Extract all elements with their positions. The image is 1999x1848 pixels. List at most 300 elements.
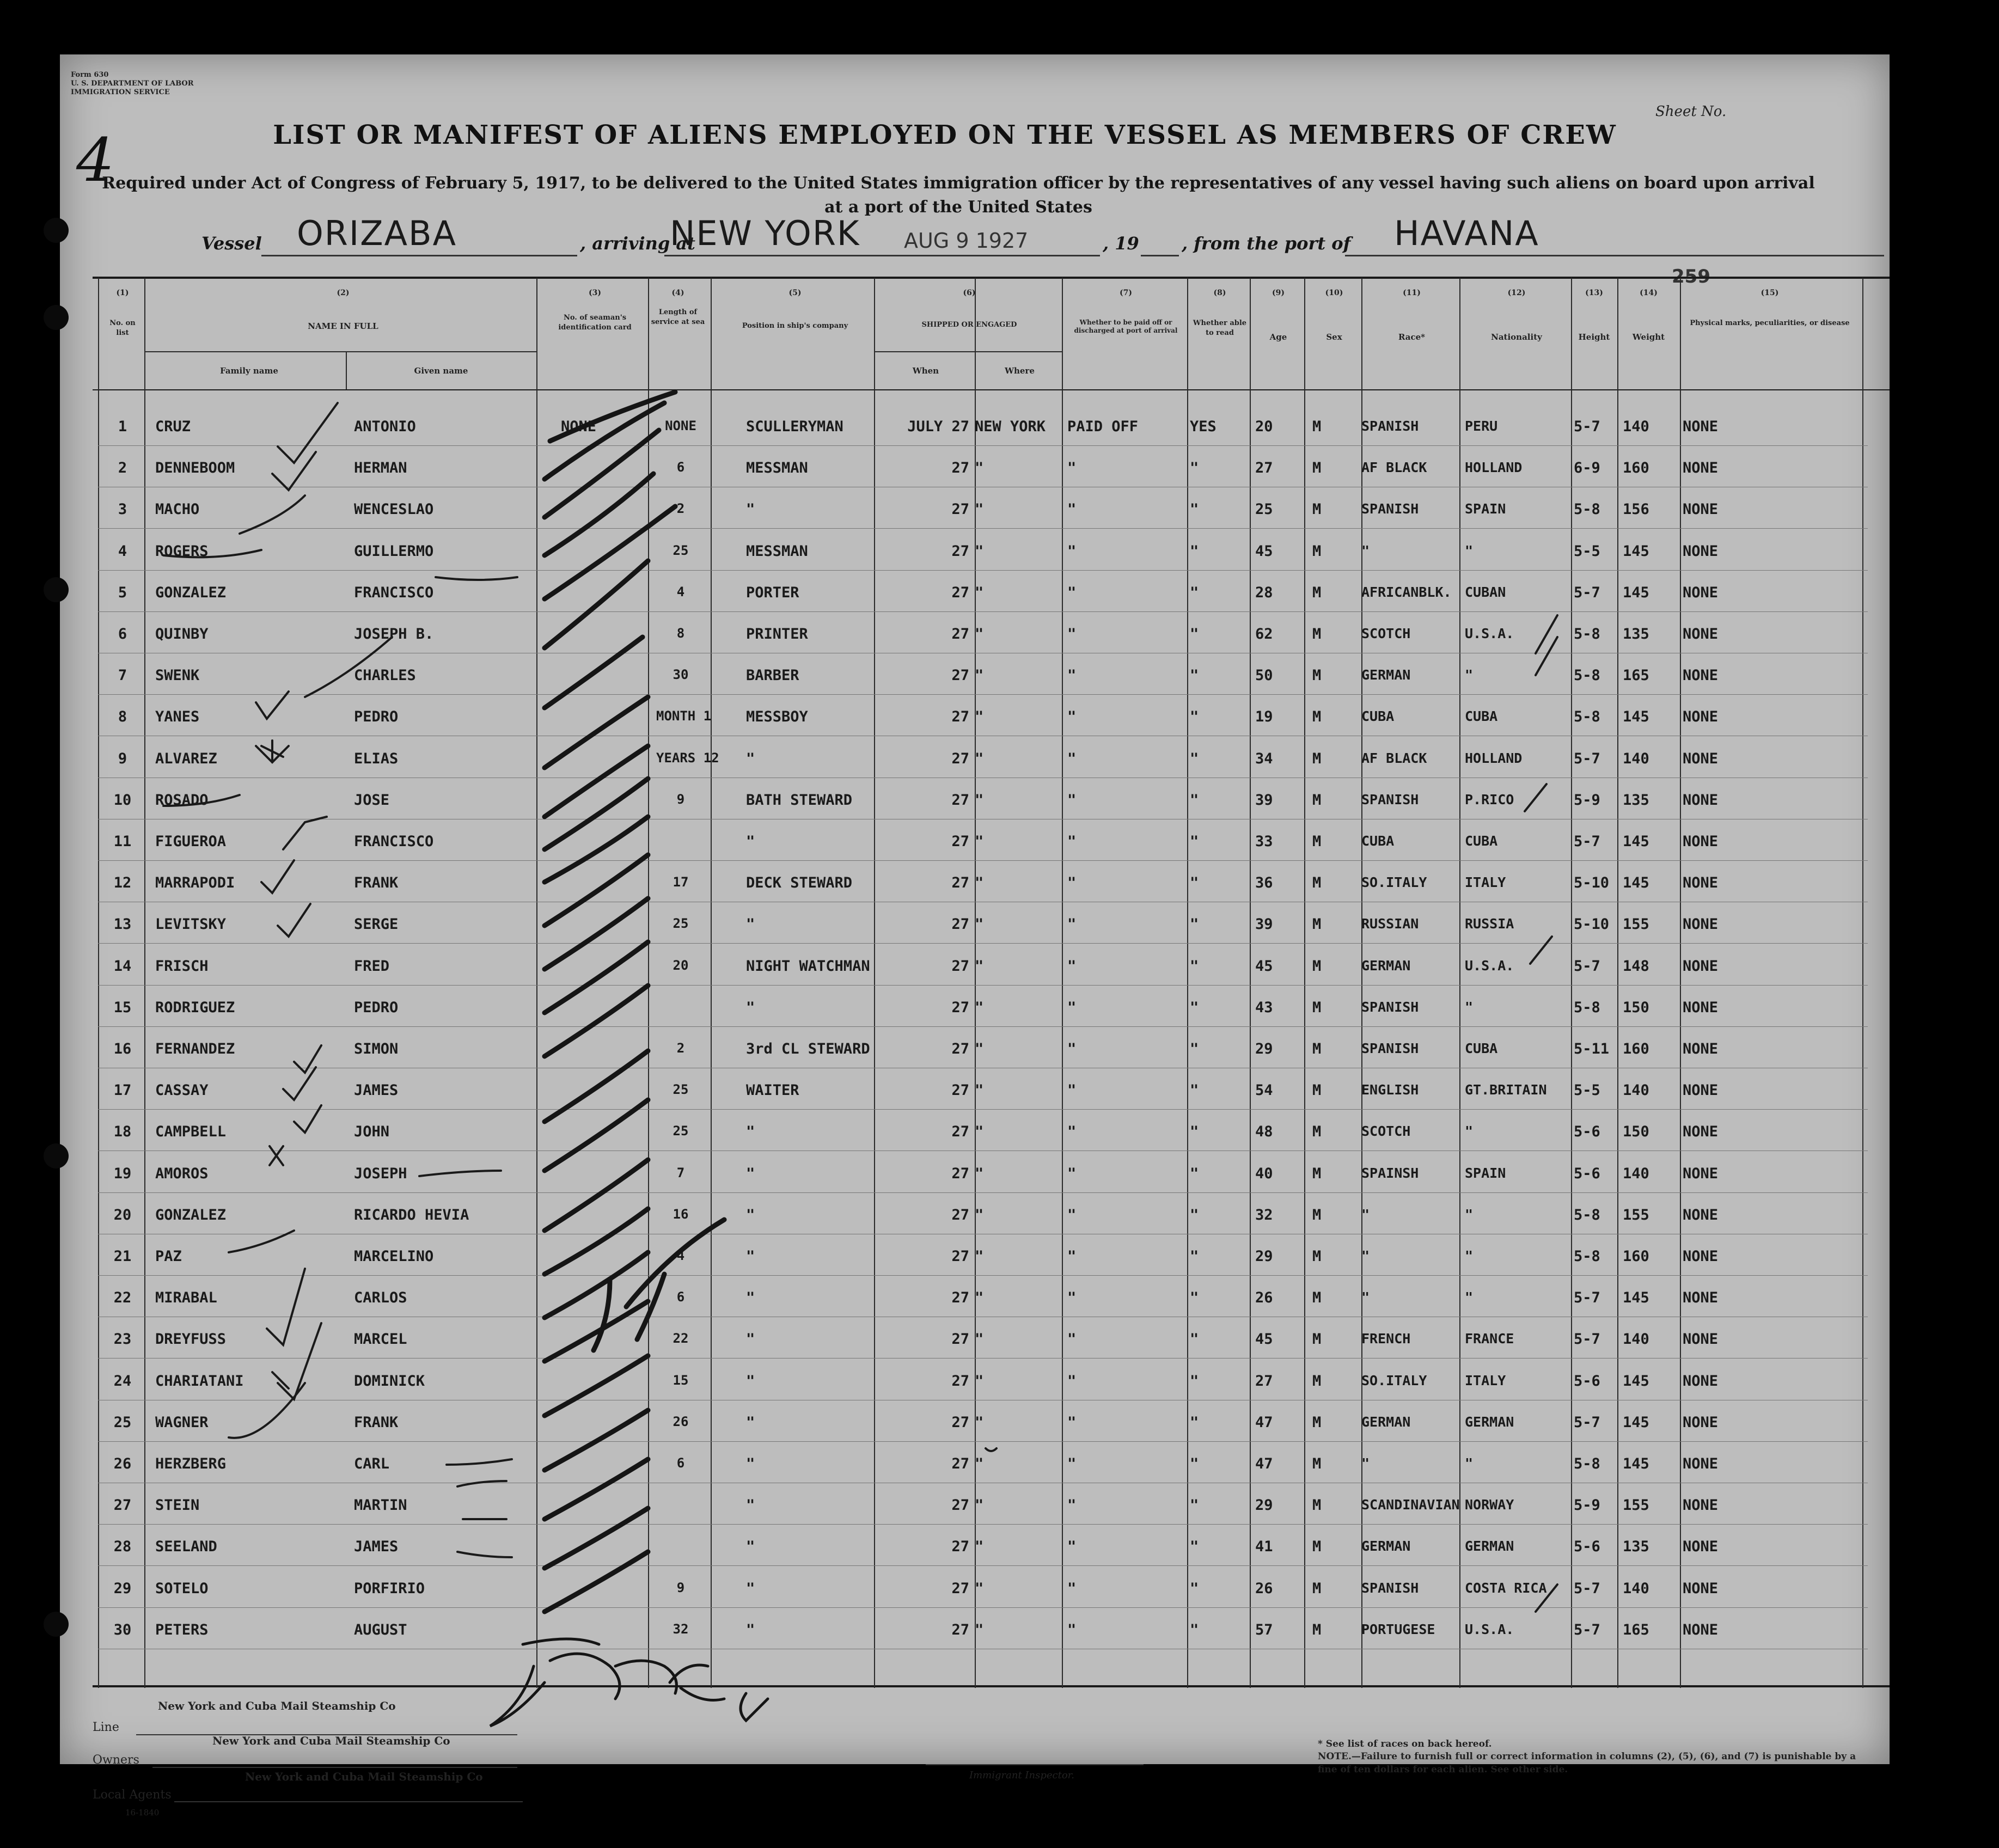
age: 54 [1255,1082,1273,1099]
family-name: FRISCH [155,957,209,975]
given-name: PEDRO [354,708,399,726]
engaged-when: 27 [951,1580,969,1597]
given-name: ELIAS [354,750,399,767]
height: 5-7 [1574,1621,1600,1638]
engaged-when: 27 [951,708,969,726]
engaged-when: 27 [951,584,969,601]
age: 39 [1255,791,1273,809]
family-name: FIGUEROA [155,833,227,850]
able-to-read: " [1190,833,1199,850]
engaged-when: 27 [951,999,969,1016]
height: 5-11 [1574,1041,1610,1057]
weight: 165 [1623,1621,1649,1638]
given-name: JOSEPH B. [354,626,434,642]
engaged-where: " [975,1621,984,1638]
service-length: 4 [676,1248,685,1263]
race: SPANISH [1361,501,1419,517]
able-to-read: " [1190,1331,1199,1348]
engaged-when: 27 [951,626,969,642]
age: 29 [1255,1497,1273,1514]
vessel-label: Vessel [201,233,262,254]
service-length: 25 [673,542,689,558]
ship-position: " [746,1289,755,1307]
age: 45 [1255,542,1273,560]
age: 19 [1255,708,1273,726]
service-name: IMMIGRATION SERVICE [71,88,170,96]
height: 5-7 [1574,1580,1600,1597]
engaged-when: 27 [951,1538,969,1556]
engaged-where: " [975,584,984,601]
card-column-strokes [545,392,724,1612]
row-number: 27 [113,1497,132,1514]
paid-off-status: " [1067,626,1077,642]
engaged-where: " [975,1165,984,1182]
height: 5-5 [1574,1082,1600,1099]
engaged-when: 27 [951,1497,969,1514]
col-10-header: Sex [1326,332,1342,342]
able-to-read: " [1190,1621,1199,1638]
height: 5-8 [1574,667,1600,684]
given-name: JOSEPH [354,1165,407,1182]
service-length: 32 [673,1621,689,1637]
service-length: 2 [676,1041,685,1056]
engaged-when: 27 [951,1248,969,1265]
sheet-number-label: Sheet No. [1655,103,1727,120]
ship-position: NIGHT WATCHMAN [746,957,870,975]
weight: 145 [1623,584,1649,601]
engaged-when: 27 [951,1041,969,1057]
engaged-where: " [975,874,984,892]
service-length: 9 [676,791,685,807]
able-to-read: YES [1190,418,1216,435]
paid-off-status: " [1067,750,1077,767]
service-length: 6 [676,1289,685,1305]
able-to-read: " [1190,1372,1199,1390]
nationality: CUBAN [1465,584,1506,600]
physical-marks: NONE [1683,1248,1719,1265]
age: 27 [1255,460,1273,477]
physical-marks: NONE [1683,833,1719,850]
col-2-number: (2) [337,289,350,297]
ship-position: " [746,1413,755,1431]
paid-off-status: " [1067,708,1077,726]
col-13-number: (13) [1585,289,1603,297]
nationality: " [1465,1289,1474,1306]
able-to-read: " [1190,1538,1199,1556]
service-length: NONE [665,418,696,433]
given-name: PORFIRIO [354,1580,425,1597]
row-number: 4 [118,542,127,560]
row-number: 19 [113,1165,132,1182]
race: RUSSIAN [1361,916,1419,932]
form-number: Form 630 [71,71,109,79]
given-name: FRANCISCO [354,833,434,850]
service-length: 22 [673,1331,689,1347]
paid-off-status: " [1067,542,1077,560]
height: 5-6 [1574,1123,1600,1141]
height: 5-8 [1574,501,1600,518]
sex: M [1312,1082,1322,1099]
row-number: 16 [113,1041,132,1057]
sex: M [1312,1621,1322,1638]
height: 5-7 [1574,1289,1600,1307]
engaged-where: " [975,1538,984,1556]
family-name: CASSAY [155,1082,209,1099]
year-label: , 19 [1103,233,1139,254]
age: 47 [1255,1455,1273,1472]
weight: 155 [1623,916,1649,933]
row-number: 14 [113,957,132,975]
given-name: JOSE [354,791,390,809]
ship-position: " [746,1497,755,1514]
given-name: AUGUST [354,1621,407,1638]
engaged-where: " [975,916,984,933]
able-to-read: " [1190,916,1199,933]
ship-position: SCULLERYMAN [746,418,843,435]
service-length: 20 [673,957,689,973]
row-number: 30 [113,1621,132,1638]
col-6-number: (6) [963,289,976,297]
nationality: U.S.A. [1465,626,1514,641]
row-number: 22 [113,1289,132,1307]
ship-position: " [746,1538,755,1556]
paid-off-status: " [1067,1206,1077,1223]
engaged-where: " [975,626,984,642]
row-number: 9 [118,750,127,767]
col-5-header: Position in ship's company [742,322,848,330]
service-length: 25 [673,1082,689,1098]
physical-marks: NONE [1683,1621,1719,1638]
family-name: SEELAND [155,1538,217,1556]
physical-marks: NONE [1683,916,1719,933]
engaged-when: 27 [951,957,969,975]
able-to-read: " [1190,1413,1199,1431]
age: 45 [1255,957,1273,975]
nationality: " [1465,1206,1474,1222]
arriving-label: , arriving at [580,233,695,254]
engaged-when: 27 [951,1413,969,1431]
given-name: SERGE [354,916,399,933]
sex: M [1312,833,1322,850]
age: 47 [1255,1413,1273,1431]
height: 5-5 [1574,542,1600,560]
id-card: NONE [561,418,597,435]
race: AFRICANBLK. [1361,584,1452,600]
paid-off-status: " [1067,916,1077,933]
family-name: GONZALEZ [155,584,227,601]
age: 41 [1255,1538,1273,1556]
col-4-header: Length of service at sea [651,308,705,326]
able-to-read: " [1190,460,1199,477]
nationality: GT.BRITAIN [1465,1082,1547,1098]
height: 5-7 [1574,750,1600,767]
nationality: PERU [1465,418,1498,434]
family-name: HERZBERG [155,1455,227,1472]
weight: 140 [1623,1580,1649,1597]
owners-underline [152,1767,517,1768]
able-to-read: " [1190,1580,1199,1597]
weight: 145 [1623,1289,1649,1307]
engaged-when: 27 [951,1455,969,1472]
col-12-number: (12) [1507,289,1526,297]
age: 25 [1255,501,1273,518]
row-number: 28 [113,1538,132,1556]
sex: M [1312,1289,1322,1307]
height: 5-6 [1574,1538,1600,1556]
height: 5-9 [1574,791,1600,809]
sex: M [1312,501,1322,518]
sex: M [1312,542,1322,560]
ship-position: MESSBOY [746,708,808,726]
sex: M [1312,667,1322,684]
height: 5-10 [1574,916,1610,933]
physical-marks: NONE [1683,1331,1719,1348]
engaged-when: 27 [951,501,969,518]
col-11-header: Race* [1398,332,1426,342]
physical-marks: NONE [1683,1206,1719,1223]
engaged-where: " [975,1082,984,1099]
weight: 140 [1623,1165,1649,1182]
owners-label: Owners [93,1753,139,1767]
nationality: " [1465,542,1474,559]
weight: 135 [1623,1538,1649,1556]
family-name: WAGNER [155,1413,209,1431]
sex: M [1312,1413,1322,1431]
age: 29 [1255,1248,1273,1265]
weight: 155 [1623,1206,1649,1223]
race: GERMAN [1361,957,1411,974]
company-stamp-3: New York and Cuba Mail Steamship Co [245,1770,483,1783]
paid-off-status: " [1067,667,1077,684]
race: CUBA [1361,833,1395,849]
engaged-when: 27 [951,916,969,933]
physical-marks: NONE [1683,501,1719,518]
weight: 160 [1623,1248,1649,1265]
paid-off-status: " [1067,1621,1077,1638]
col-13-header: Height [1578,332,1610,342]
engaged-where: " [975,501,984,518]
engaged-when: 27 [951,1206,969,1223]
race: GERMAN [1361,1413,1411,1430]
row-number: 8 [118,708,127,726]
row-number: 15 [113,999,132,1016]
weight: 148 [1623,957,1649,975]
physical-marks: NONE [1683,1538,1719,1556]
col-7-number: (7) [1120,289,1132,297]
given-name: FRANCISCO [354,584,434,601]
inspector-underline [926,1764,1144,1765]
race: SCANDINAVIAN [1361,1497,1460,1513]
paid-off-status: " [1067,833,1077,850]
weight: 145 [1623,708,1649,726]
nationality: " [1465,667,1474,683]
height: 5-7 [1574,1413,1600,1431]
physical-marks: NONE [1683,1497,1719,1514]
age: 43 [1255,999,1273,1016]
sex: M [1312,460,1322,477]
weight: 140 [1623,1082,1649,1099]
nationality: HOLLAND [1465,460,1523,476]
ship-position: DECK STEWARD [746,874,853,892]
race: PORTUGESE [1361,1621,1435,1637]
arrival-port: NEW YORK [670,213,860,253]
where-header: Where [1005,366,1035,376]
given-name: MARCELINO [354,1248,434,1265]
service-length: 17 [673,874,689,890]
check-marks [163,403,1557,1612]
ship-position: " [746,999,755,1016]
engaged-when: 27 [951,1372,969,1390]
row-number: 2 [118,460,127,477]
given-name: FRANK [354,1413,399,1431]
weight: 165 [1623,667,1649,684]
family-name: PAZ [155,1248,182,1265]
race: AF BLACK [1361,460,1427,476]
col-1-header: No. on list [109,319,136,337]
race: SO.ITALY [1361,874,1427,891]
col-14-header: Weight [1632,332,1665,342]
height: 5-7 [1574,833,1600,850]
weight: 150 [1623,1123,1649,1141]
ship-position: " [746,1165,755,1182]
col-15-header: Physical marks, peculiarities, or disease [1690,319,1850,327]
engaged-where: " [975,791,984,809]
given-name: DOMINICK [354,1372,425,1390]
departure-port: HAVANA [1394,213,1539,253]
weight: 160 [1623,1041,1649,1057]
ship-position: " [746,1206,755,1223]
nationality: SPAIN [1465,1165,1506,1181]
sex: M [1312,418,1322,435]
service-length: 8 [676,626,685,641]
physical-marks: NONE [1683,418,1719,435]
race: SPANISH [1361,791,1419,807]
paid-off-status: " [1067,1580,1077,1597]
engaged-where: NEW YORK [975,418,1046,435]
physical-marks: NONE [1683,999,1719,1016]
race: " [1361,542,1370,559]
race: CUBA [1361,708,1395,725]
height: 5-8 [1574,626,1600,642]
col-10-number: (10) [1325,289,1343,297]
family-name: SOTELO [155,1580,209,1597]
engaged-where: " [975,1580,984,1597]
engaged-when: JULY 27 [907,418,969,435]
engaged-where: " [975,1041,984,1057]
row-number: 1 [118,418,127,435]
sex: M [1312,584,1322,601]
able-to-read: " [1190,791,1199,809]
able-to-read: " [1190,626,1199,642]
age: 28 [1255,584,1273,601]
inspector-signature [490,1639,768,1726]
age: 26 [1255,1580,1273,1597]
document-title: LIST OR MANIFEST OF ALIENS EMPLOYED ON THE VESSEL AS MEMBERS OF CREW [273,120,1617,150]
ship-position: PRINTER [746,626,808,642]
sex: M [1312,1248,1322,1265]
form-code: 16-1840 [125,1808,160,1818]
paid-off-status: " [1067,1538,1077,1556]
row-number: 20 [113,1206,132,1223]
col-2-header: NAME IN FULL [308,321,378,331]
engaged-where: " [975,460,984,477]
service-length: 26 [673,1413,689,1429]
able-to-read: " [1190,1206,1199,1223]
engaged-where: " [975,1289,984,1307]
service-length: 6 [676,460,685,475]
engaged-when: 27 [951,1331,969,1348]
sex: M [1312,1497,1322,1514]
family-name: ALVAREZ [155,750,217,767]
family-name: MARRAPODI [155,874,235,892]
physical-marks: NONE [1683,1455,1719,1472]
engaged-when: 27 [951,833,969,850]
service-length: 6 [676,1455,685,1471]
weight: 145 [1623,833,1649,850]
sex: M [1312,750,1322,767]
sex: M [1312,1331,1322,1348]
age: 26 [1255,1289,1273,1307]
able-to-read: " [1190,1455,1199,1472]
able-to-read: " [1190,584,1199,601]
age: 34 [1255,750,1273,767]
ship-position: " [746,1580,755,1597]
col-1-number: (1) [116,289,129,297]
able-to-read: " [1190,874,1199,892]
race: SPANISH [1361,999,1419,1015]
age: 50 [1255,667,1273,684]
sex: M [1312,999,1322,1016]
family-name: SWENK [155,667,200,684]
sex: M [1312,1580,1322,1597]
sex: M [1312,791,1322,809]
weight: 140 [1623,750,1649,767]
paid-off-status: PAID OFF [1067,418,1139,435]
race: SCOTCH [1361,626,1411,641]
row-number: 11 [113,833,132,850]
sex: M [1312,1455,1322,1472]
family-name: QUINBY [155,626,209,642]
when-header: When [912,366,939,376]
height: 5-7 [1574,418,1600,435]
family-name: PETERS [155,1621,209,1638]
family-name: MACHO [155,501,200,518]
weight: 145 [1623,874,1649,892]
service-length: 7 [676,1165,685,1180]
nationality: U.S.A. [1465,957,1514,974]
weight: 140 [1623,1331,1649,1348]
physical-marks: NONE [1683,708,1719,726]
paid-off-status: " [1067,791,1077,809]
race: GERMAN [1361,667,1411,683]
height: 5-8 [1574,999,1600,1016]
service-length: 30 [673,667,689,683]
paid-off-status: " [1067,501,1077,518]
line-label: Line [93,1721,119,1734]
height: 5-10 [1574,874,1610,892]
race: SCOTCH [1361,1123,1411,1140]
col-14-number: (14) [1640,289,1658,297]
race: SPANISH [1361,1580,1419,1596]
age: 57 [1255,1621,1273,1638]
able-to-read: " [1190,1248,1199,1265]
physical-marks: NONE [1683,626,1719,642]
ship-position: " [746,1331,755,1348]
engaged-when: 27 [951,750,969,767]
sex: M [1312,1123,1322,1141]
age: 29 [1255,1041,1273,1057]
given-name: JAMES [354,1538,399,1556]
